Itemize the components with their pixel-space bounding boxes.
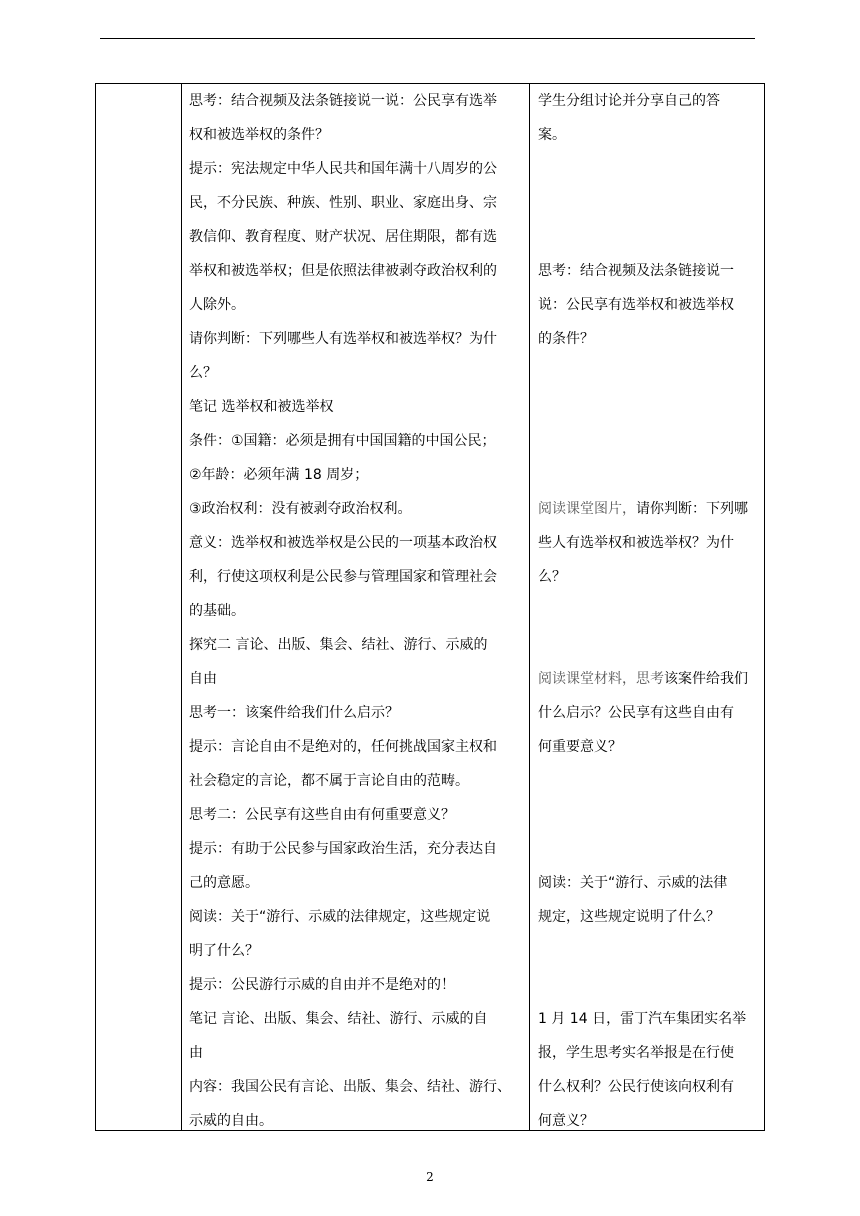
text-line: 规定，这些规定说明了什么？ — [538, 909, 720, 925]
text-line: 思考二：公民享有这些自由有何重要意义？ — [189, 807, 455, 823]
black-text: 该案件给我们 — [664, 671, 748, 687]
text-line: 举权和被选举权；但是依照法律被剥夺政治权利的 — [189, 263, 497, 279]
section-heading: 探究二 言论、出版、集会、结社、游行、示威的 — [189, 637, 488, 653]
text-line: 明了什么？ — [189, 943, 259, 959]
text-line: 意义：选举权和被选举权是公民的一项基本政治权 — [189, 535, 497, 551]
text-line: 么？ — [189, 365, 217, 381]
text-line: 示威的自由。 — [189, 1113, 273, 1129]
text-line: 社会稳定的言论，都不属于言论自由的范畴。 — [189, 773, 469, 789]
text-line: ③政治权利：没有被剥夺政治权利。 — [189, 501, 412, 517]
text-line: 提示：言论自由不是绝对的，任何挑战国家主权和 — [189, 739, 497, 755]
text-line: 什么启示？公民享有这些自由有 — [538, 705, 734, 721]
text-line: 思考：结合视频及法条链接说一说：公民享有选举 — [189, 93, 497, 109]
text-line: 阅读：关于“游行、示威的法律 — [538, 875, 728, 891]
text-line: 条件：①国籍：必须是拥有中国国籍的中国公民； — [189, 433, 496, 449]
text-line: 请你判断：下列哪些人有选举权和被选举权？为什 — [189, 331, 497, 347]
column-divider-2 — [529, 84, 530, 1130]
text-line: 民，不分民族、种族、性别、职业、家庭出身、宗 — [189, 195, 497, 211]
text-line: 思考一：该案件给我们什么启示？ — [189, 705, 399, 721]
text-line: 提示：宪法规定中华人民共和国年满十八周岁的公 — [189, 161, 497, 177]
text-line: 些人有选举权和被选举权？为什 — [538, 535, 734, 551]
text-line: 利，行使这项权利是公民参与管理国家和管理社会 — [189, 569, 497, 585]
text-line: 思考：结合视频及法条链接说一 — [538, 263, 734, 279]
notes-heading: 笔记 言论、出版、集会、结社、游行、示威的自 — [189, 1011, 488, 1027]
column-divider-1 — [181, 84, 182, 1130]
text-line: 么？ — [538, 569, 566, 585]
text-line: 的条件？ — [538, 331, 594, 347]
text-line — [538, 662, 748, 696]
text-line: ②年龄：必须年满 18 周岁； — [189, 467, 369, 483]
text-line: 提示：公民游行示威的自由并不是绝对的！ — [189, 977, 455, 993]
gray-text: 阅读课堂图片， — [538, 501, 636, 517]
text-line: 权和被选举权的条件？ — [189, 127, 329, 143]
gray-text: 阅读课堂材料，思考 — [538, 671, 664, 687]
text-line: 内容：我国公民有言论、出版、集会、结社、游行、 — [189, 1079, 511, 1095]
text-line: 教信仰、教育程度、财产状况、居住期限，都有选 — [189, 229, 497, 245]
text-line: 阅读：关于“游行、示威的法律规定，这些规定说 — [189, 909, 491, 925]
lesson-plan-table — [95, 83, 765, 1131]
text-line: 何重要意义？ — [538, 739, 622, 755]
text-line: 学生分组讨论并分享自己的答 — [538, 93, 720, 109]
page-number: 2 — [426, 1170, 434, 1184]
text-line: 什么权利？公民行使该向权利有 — [538, 1079, 734, 1095]
text-line: 提示：有助于公民参与国家政治生活，充分表达自 — [189, 841, 497, 857]
text-line: 何意义？ — [538, 1113, 594, 1129]
text-line: 人除外。 — [189, 297, 245, 313]
text-line: 1 月 14 日，雷丁汽车集团实名举 — [538, 1011, 747, 1027]
text-line: 报，学生思考实名举报是在行使 — [538, 1045, 734, 1061]
header-rule — [100, 38, 755, 39]
text-line — [538, 492, 748, 526]
text-line: 说：公民享有选举权和被选举权 — [538, 297, 734, 313]
text-line: 的基础。 — [189, 603, 245, 619]
text-line: 由 — [189, 1045, 203, 1061]
text-line: 自由 — [189, 671, 217, 687]
notes-heading: 笔记 选举权和被选举权 — [189, 399, 334, 415]
text-line: 案。 — [538, 127, 566, 143]
text-line: 己的意愿。 — [189, 875, 259, 891]
black-text: 请你判断：下列哪 — [636, 501, 748, 517]
